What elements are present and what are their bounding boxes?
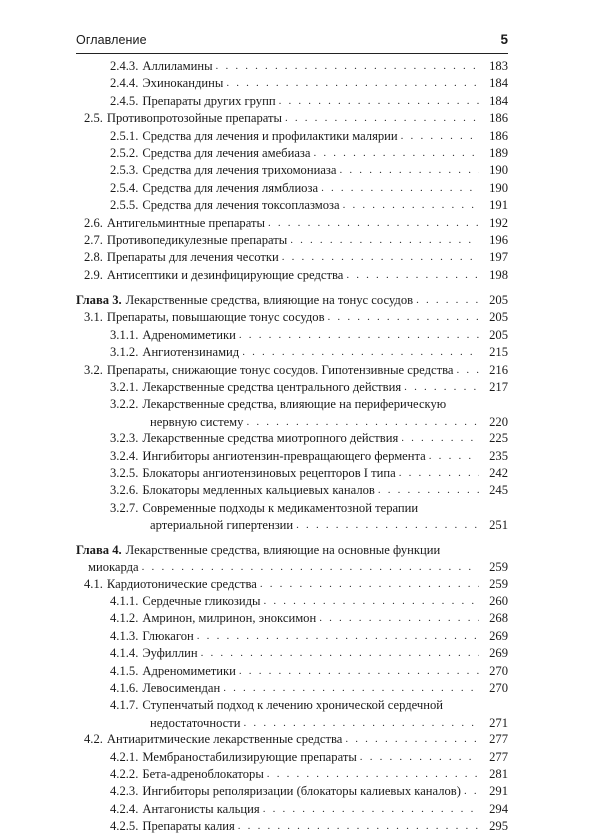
toc-page-number: 269 (489, 646, 508, 661)
toc-entry-title: Кардиотонические средства (106, 576, 257, 591)
page-number: 5 (500, 32, 508, 47)
toc-entry-title: Сердечные гликозиды (142, 594, 261, 609)
toc-entry-number: 2.9. (84, 267, 103, 282)
toc-chapter (76, 542, 508, 559)
toc-entry-title: Антисептики и дезинфицирующие средства (106, 267, 344, 282)
leader-dots (346, 267, 479, 284)
toc-entry-title: Препараты калия (142, 819, 235, 834)
toc-entry-number: 2.7. (84, 232, 103, 247)
toc-entry-number: 2.5.2. (110, 145, 139, 160)
toc-chapter (76, 292, 508, 309)
toc-entry-title: Противопротозойные препараты (106, 111, 282, 126)
toc-entry-title: Адреномиметики (142, 663, 236, 678)
toc-entry-title: Средства для лечения амебиаза (142, 145, 311, 160)
toc-entry (76, 379, 508, 396)
toc-entry-number: 4.1.3. (110, 628, 139, 643)
toc-entry (76, 249, 508, 266)
toc-page-number: 184 (489, 93, 508, 108)
toc-entry-number: 4.1. (84, 576, 103, 591)
toc-page-number: 198 (489, 267, 508, 282)
toc-entry-title: Лекарственные средства миотропного действия (142, 431, 399, 446)
toc-entry-title: Лекарственные средства, влияющие на основные функции (125, 542, 441, 557)
toc-entry (76, 162, 508, 179)
toc-entry-number: 3.2. (84, 362, 103, 377)
toc-entry (76, 576, 508, 593)
toc-entry-number: 4.1.2. (110, 611, 139, 626)
leader-dots (263, 593, 479, 610)
leader-dots (242, 344, 479, 361)
toc-entry (76, 145, 508, 162)
toc-page-number: 192 (489, 215, 508, 230)
toc-page-number: 270 (489, 680, 508, 695)
toc-entry-number: 2.4.5. (110, 93, 139, 108)
toc-entry-title: Левосимендан (142, 680, 221, 695)
toc-entry-title: Блокаторы медленных кальциевых каналов (142, 483, 375, 498)
toc-entry-title: Препараты для лечения чесотки (106, 250, 279, 265)
toc-entry-number: 3.1.2. (110, 345, 139, 360)
toc-page-number: 196 (489, 232, 508, 247)
toc-entry (76, 344, 508, 361)
toc-entry-number: 4.1.6. (110, 680, 139, 695)
toc-entry-number: 4.2. (84, 732, 103, 747)
toc-page-number: 277 (489, 749, 508, 764)
toc-entry (76, 58, 508, 75)
leader-dots (360, 749, 479, 766)
toc-entry (76, 75, 508, 92)
toc-entry-title-continued: миокарда (88, 560, 139, 575)
toc-page-number: 269 (489, 628, 508, 643)
toc-page-number: 186 (489, 111, 508, 126)
leader-dots (279, 93, 479, 110)
toc-entry-number: 4.2.3. (110, 784, 139, 799)
toc-entry-title: Адреномиметики (142, 327, 236, 342)
toc-entry-number: 2.4.3. (110, 58, 139, 73)
toc-page-number: 216 (489, 362, 508, 377)
toc-entry (76, 749, 508, 766)
leader-dots (142, 559, 479, 576)
toc-entry-title: Ступенчатый подход к лечению хронической сердечной (142, 698, 444, 713)
toc-entry-title: Препараты, повышающие тонус сосудов (106, 310, 325, 325)
leader-dots (290, 232, 479, 249)
toc-entry-title: Препараты других групп (142, 93, 276, 108)
toc-page-number: 191 (489, 198, 508, 213)
leader-dots (244, 715, 479, 732)
toc-entry (76, 430, 508, 447)
toc-page-number: 291 (489, 784, 508, 799)
leader-dots (239, 327, 479, 344)
toc-entry-number: 3.2.5. (110, 466, 139, 481)
toc-page-number: 277 (489, 732, 508, 747)
toc-entry-title-continued: недостаточности (150, 715, 241, 730)
toc-page-number: 190 (489, 180, 508, 195)
leader-dots (201, 645, 479, 662)
toc-entry-number: 3.1.1. (110, 327, 139, 342)
toc-entry (76, 327, 508, 344)
running-title: Оглавление (76, 33, 147, 47)
toc-entry-title: Эхинокандины (142, 76, 224, 91)
toc-page-number: 259 (489, 560, 508, 575)
toc-entry-number: 3.2.6. (110, 483, 139, 498)
toc-entry (76, 465, 508, 482)
leader-dots (268, 215, 479, 232)
toc-entry-title: Бета-адреноблокаторы (142, 767, 264, 782)
leader-dots (404, 379, 479, 396)
toc-entry-title: Амринон, милринон, эноксимон (142, 611, 317, 626)
toc-entry (76, 180, 508, 197)
toc-page-number: 245 (489, 483, 508, 498)
leader-dots (319, 610, 479, 627)
toc-page-number: 242 (489, 466, 508, 481)
toc-entry-number: 4.1.1. (110, 594, 139, 609)
toc-entry (76, 680, 508, 697)
toc-entry-number: 2.8. (84, 250, 103, 265)
toc-entry (76, 448, 508, 465)
leader-dots (282, 249, 479, 266)
toc-entry-number: 2.5.3. (110, 163, 139, 178)
toc-page-number: 217 (489, 380, 508, 395)
toc-entry-title: Антигельминтные препараты (106, 215, 265, 230)
toc-entry-title: Современные подходы к медикаментозной терапии (142, 500, 419, 515)
toc-entry (76, 128, 508, 145)
toc-entry-continuation (76, 559, 508, 576)
toc-entry-number: 4.1.7. (110, 698, 139, 713)
toc-entry-number: 2.5.4. (110, 180, 139, 195)
toc-page-number: 189 (489, 145, 508, 160)
toc-page-number: 295 (489, 819, 508, 834)
toc-entry (76, 628, 508, 645)
leader-dots (399, 465, 479, 482)
toc-entry-title: Глюкагон (142, 628, 194, 643)
toc-entry-title: Средства для лечения токсоплазмоза (142, 198, 340, 213)
toc-entry-number: 3.2.3. (110, 431, 139, 446)
toc-entry (76, 93, 508, 110)
leader-dots (197, 628, 479, 645)
toc-entry (76, 783, 508, 800)
leader-dots (328, 309, 479, 326)
toc-page-number: 220 (489, 414, 508, 429)
leader-dots (313, 145, 479, 162)
toc-entry-continuation (76, 715, 508, 732)
leader-dots (429, 448, 479, 465)
toc-entry (76, 362, 508, 379)
toc-page-number: 197 (489, 250, 508, 265)
leader-dots (216, 58, 479, 75)
toc-entry (76, 215, 508, 232)
toc-entry-title: Лекарственные средства, влияющие на тонус сосудов (125, 293, 414, 308)
toc-entry-title: Средства для лечения и профилактики малярии (142, 128, 398, 143)
leader-dots (263, 801, 479, 818)
leader-dots (345, 731, 479, 748)
toc-entry-number: 2.5.5. (110, 198, 139, 213)
toc-entry-title: Мембраностабилизирующие препараты (142, 749, 357, 764)
toc-entry-title: Препараты, снижающие тонус сосудов. Гипотензивные средства (106, 362, 454, 377)
toc-page-number: 251 (489, 518, 508, 533)
toc-entry-number: 4.2.2. (110, 767, 139, 782)
toc-page-number: 225 (489, 431, 508, 446)
toc-entry (76, 645, 508, 662)
leader-dots (223, 680, 479, 697)
toc-entry-number: 2.5.1. (110, 128, 139, 143)
toc-entry (76, 309, 508, 326)
leader-dots (401, 430, 479, 447)
toc-page-number: 271 (489, 715, 508, 730)
toc-entry-title: Ингибиторы реполяризации (блокаторы калиевых каналов) (142, 784, 461, 799)
toc-entry (76, 766, 508, 783)
toc-page-number: 235 (489, 448, 508, 463)
toc-entry (76, 593, 508, 610)
leader-dots (321, 180, 479, 197)
leader-dots (401, 128, 479, 145)
toc-entry (76, 197, 508, 214)
leader-dots (260, 576, 479, 593)
toc-page-number: 281 (489, 767, 508, 782)
toc-entry-title: Ангиотензинамид (142, 345, 240, 360)
toc-page-number: 186 (489, 128, 508, 143)
toc-entry-number: 3.2.4. (110, 448, 139, 463)
toc-page-number: 215 (489, 345, 508, 360)
toc-entry-number: 3.2.7. (110, 500, 139, 515)
toc-page-number: 294 (489, 801, 508, 816)
toc-entry-title: Лекарственные средства центрального действия (142, 380, 402, 395)
leader-dots (456, 362, 479, 379)
toc-entry (76, 731, 508, 748)
toc-entry-number: Глава 4. (76, 542, 122, 557)
toc-page-number: 205 (489, 310, 508, 325)
leader-dots (267, 766, 479, 783)
toc-entry-title: Противопедикулезные препараты (106, 232, 288, 247)
table-of-contents (76, 58, 508, 836)
toc-entry-continuation (76, 517, 508, 534)
toc-entry-number: 4.2.5. (110, 819, 139, 834)
toc-entry-title: Аллиламины (142, 58, 213, 73)
toc-entry-number: 4.1.5. (110, 663, 139, 678)
toc-page-number: 205 (489, 327, 508, 342)
toc-entry (76, 697, 508, 714)
toc-entry-title: Ингибиторы ангиотензин-превращающего фермента (142, 448, 426, 463)
toc-page-number: 268 (489, 611, 508, 626)
toc-entry-number: 4.2.4. (110, 801, 139, 816)
running-header (76, 33, 508, 54)
toc-entry-number: 3.2.1. (110, 380, 139, 395)
leader-dots (238, 818, 479, 835)
toc-entry (76, 663, 508, 680)
toc-entry (76, 232, 508, 249)
leader-dots (296, 517, 479, 534)
leader-dots (226, 75, 479, 92)
toc-entry-title: Лекарственные средства, влияющие на периферическую (142, 397, 447, 412)
toc-page-number: 270 (489, 663, 508, 678)
toc-entry-title-continued: артериальной гипертензии (150, 518, 294, 533)
toc-entry-number: 4.2.1. (110, 749, 139, 764)
toc-page-number: 205 (489, 293, 508, 308)
leader-dots (343, 197, 479, 214)
toc-entry-title: Средства для лечения лямблиоза (142, 180, 319, 195)
toc-entry (76, 818, 508, 835)
toc-entry-number: 2.4.4. (110, 76, 139, 91)
toc-entry-title: Средства для лечения трихомониаза (142, 163, 337, 178)
toc-page-number: 184 (489, 76, 508, 91)
toc-entry-title: Антагонисты кальция (142, 801, 260, 816)
toc-entry-number: 2.5. (84, 111, 103, 126)
leader-dots (246, 414, 479, 431)
toc-page-number: 190 (489, 163, 508, 178)
toc-entry (76, 396, 508, 413)
toc-entry-title-continued: нервную систему (150, 414, 244, 429)
toc-page-number: 259 (489, 576, 508, 591)
toc-entry (76, 110, 508, 127)
leader-dots (285, 110, 479, 127)
leader-dots (378, 482, 479, 499)
leader-dots (340, 162, 480, 179)
toc-entry (76, 610, 508, 627)
toc-entry (76, 801, 508, 818)
toc-page-number: 260 (489, 594, 508, 609)
toc-entry-number: 2.6. (84, 215, 103, 230)
toc-entry (76, 482, 508, 499)
toc-entry-title: Антиаритмические лекарственные средства (106, 732, 343, 747)
toc-entry-number: 3.1. (84, 310, 103, 325)
toc-entry-number: Глава 3. (76, 293, 122, 308)
toc-page-number: 183 (489, 58, 508, 73)
toc-entry (76, 267, 508, 284)
toc-entry-number: 3.2.2. (110, 397, 139, 412)
leader-dots (239, 663, 479, 680)
toc-entry-continuation (76, 414, 508, 431)
toc-entry (76, 500, 508, 517)
toc-entry-number: 4.1.4. (110, 646, 139, 661)
leader-dots (464, 783, 479, 800)
toc-entry-title: Блокаторы ангиотензиновых рецепторов I типа (142, 466, 396, 481)
toc-entry-title: Эуфиллин (142, 646, 198, 661)
leader-dots (416, 292, 479, 309)
